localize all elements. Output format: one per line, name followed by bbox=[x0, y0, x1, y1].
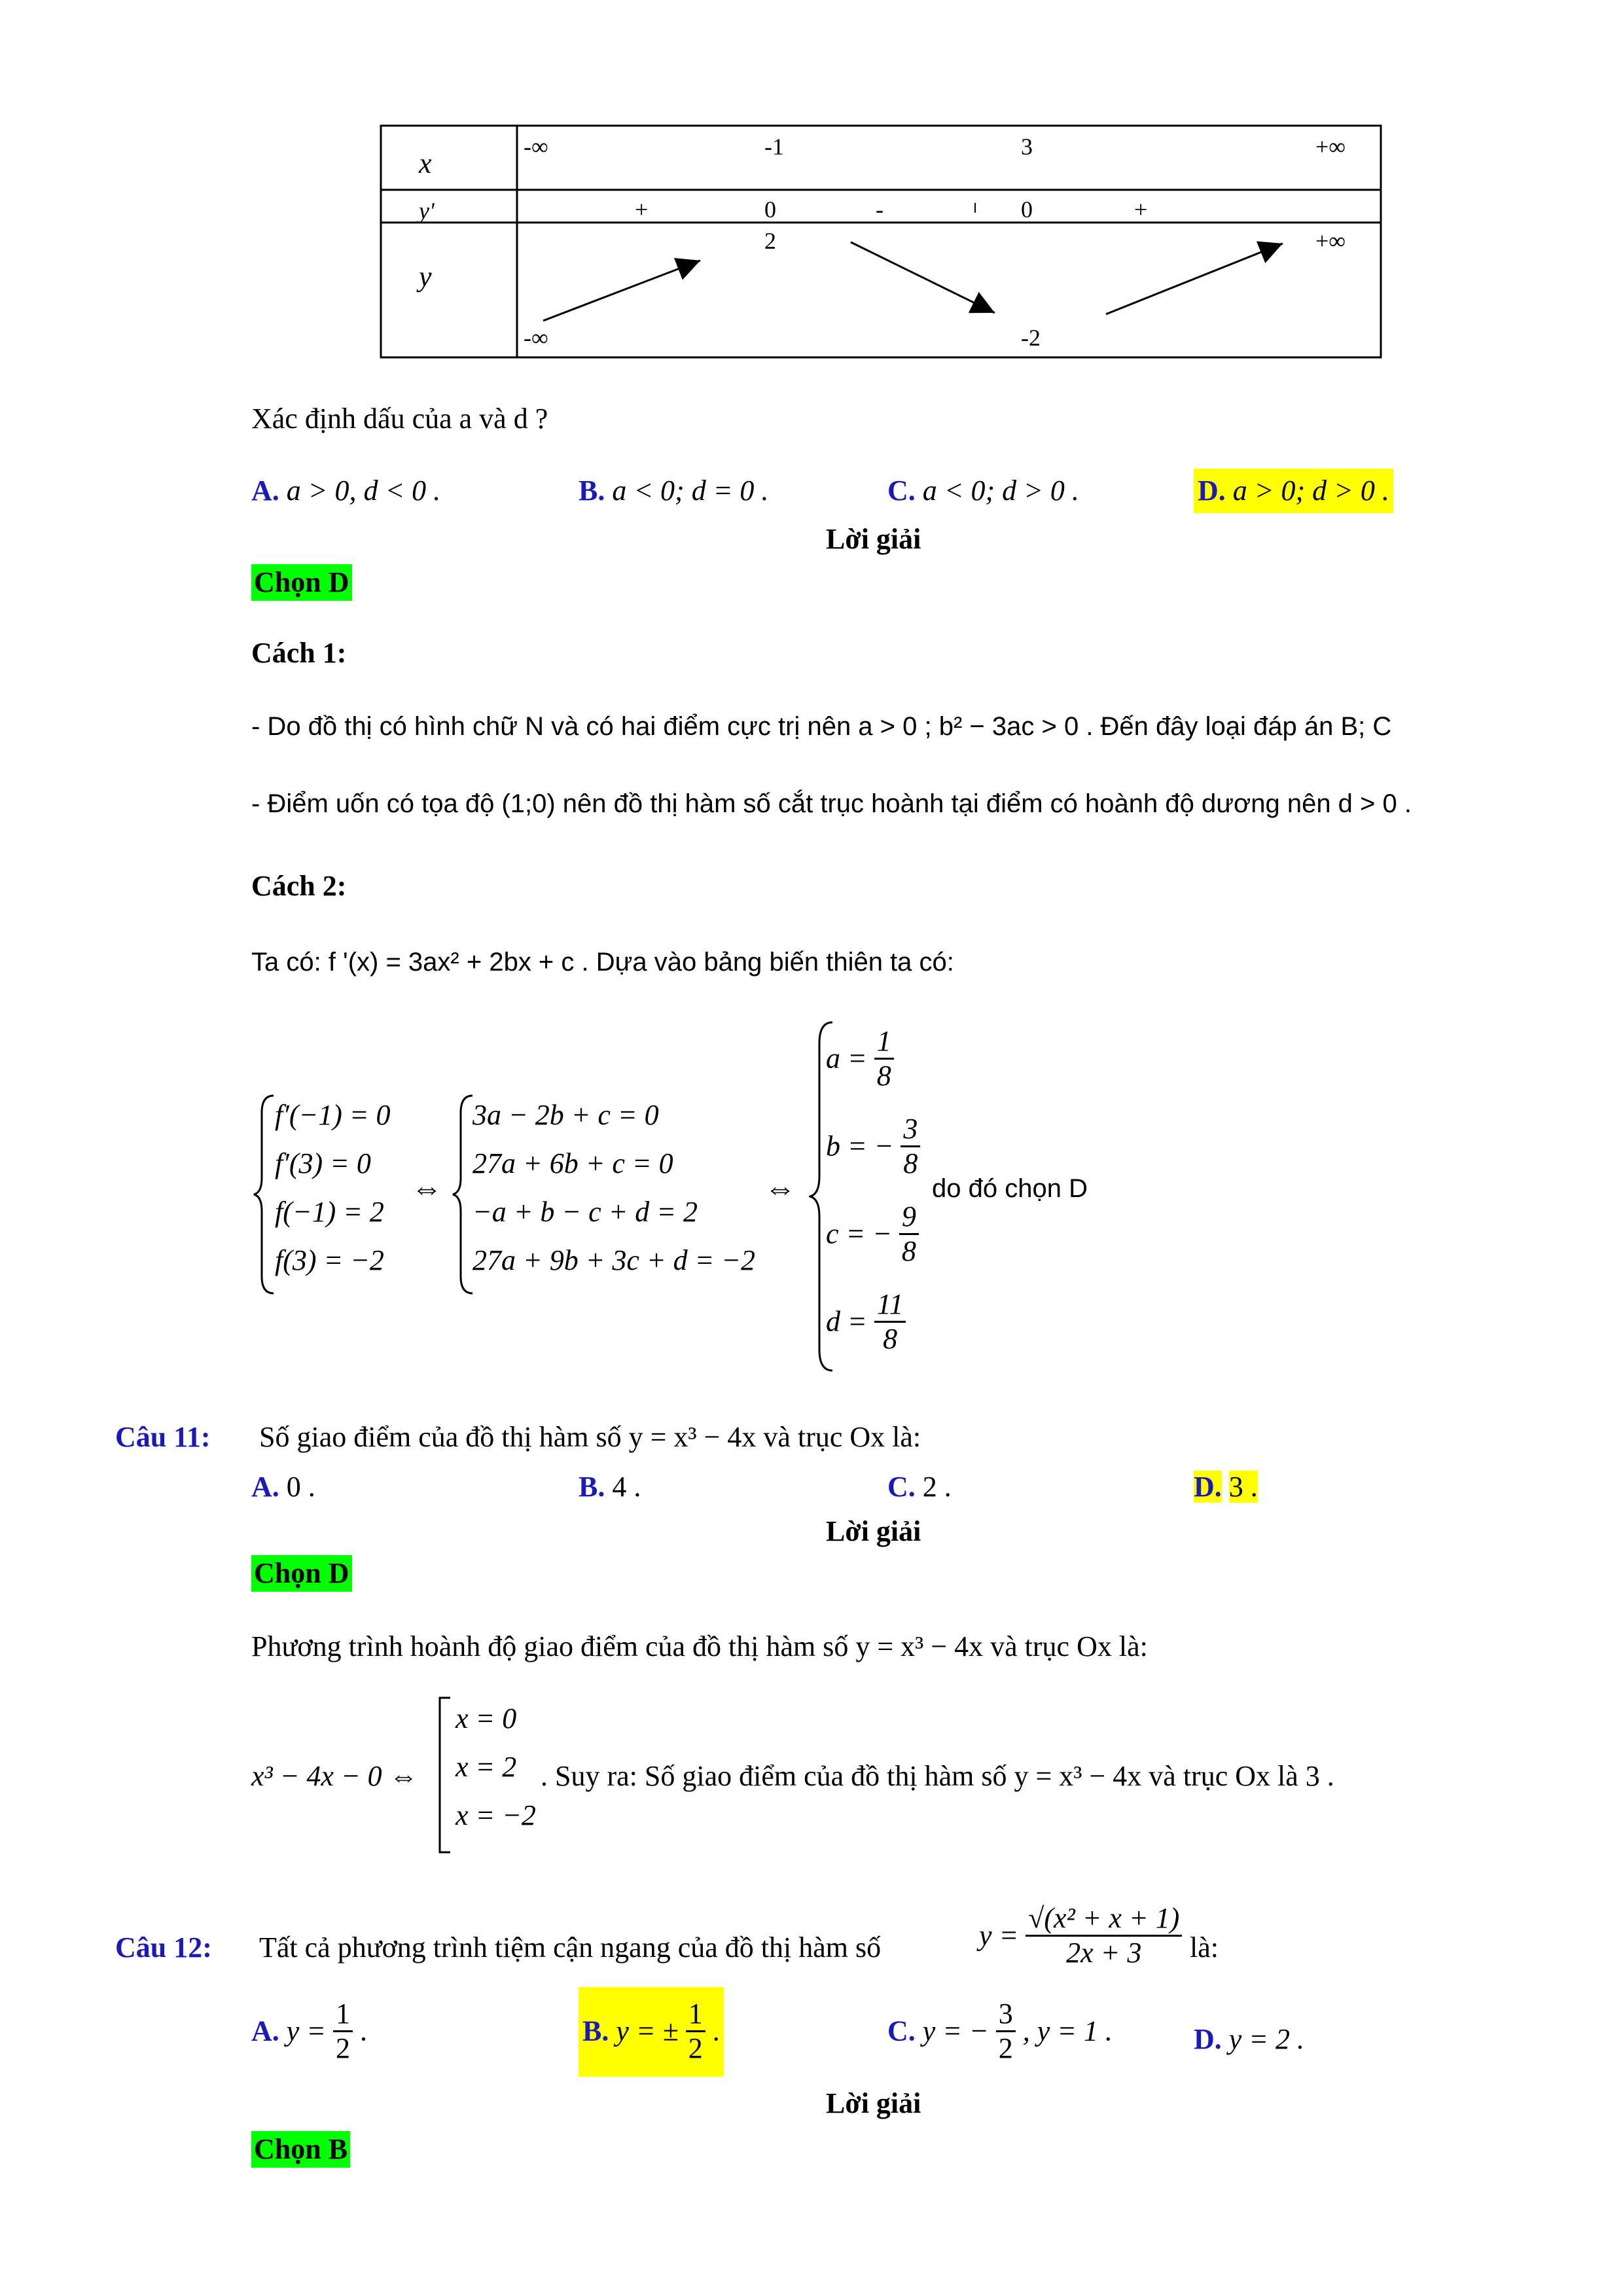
row-label-x: x bbox=[419, 147, 432, 179]
sys-right-b: b = − $\frac{3}{8}$ bbox=[826, 1113, 920, 1180]
q11-option-a: A. 0 . bbox=[251, 1471, 315, 1503]
row-label-y: y bbox=[419, 260, 432, 293]
y-value: +∞ bbox=[1315, 228, 1346, 254]
q10-option-c: C. a < 0; d > 0 . bbox=[887, 475, 1079, 507]
conclusion-text: do đó chọn D bbox=[932, 1174, 1088, 1203]
sign: - bbox=[876, 196, 883, 223]
q11-root: x = −2 bbox=[455, 1799, 536, 1831]
equivalence-symbol: ⇔ bbox=[411, 1171, 442, 1206]
q11-option-c: C. 2 . bbox=[887, 1471, 952, 1503]
q10-option-a: A. a > 0, d < 0 . bbox=[251, 475, 441, 507]
q11-chosen: Chọn D bbox=[251, 1555, 352, 1592]
sys-left-eq: f′(3) = 0 bbox=[275, 1147, 371, 1179]
q12-label: Câu 12: bbox=[115, 1931, 212, 1964]
q10-method1-line2: - Điểm uốn có tọa độ (1;0) nên đồ thị hàm số cắt trục hoành tại điểm có hoành độ dương nên d > 0 . bbox=[251, 789, 1412, 818]
q10-option-b: B. a < 0; d = 0 . bbox=[579, 475, 769, 507]
sign: + bbox=[635, 196, 649, 223]
q11-eq-right: . Suy ra: Số giao điểm của đồ thị hàm số y = x³ − 4x và trục Ox là 3 . bbox=[541, 1760, 1334, 1792]
sys-left-eq: f′(−1) = 0 bbox=[275, 1099, 391, 1131]
sys-left-eq: f(−1) = 2 bbox=[275, 1196, 384, 1228]
sys-left-eq: f(3) = −2 bbox=[275, 1244, 384, 1276]
x-value: -1 bbox=[764, 134, 784, 160]
q12-option-b: B. y = ± $\frac{1}{2}$ . bbox=[579, 1987, 724, 2077]
sys-right-a: a = $\frac{1}{8}$ bbox=[826, 1025, 894, 1092]
row-label-yprime: y' bbox=[419, 198, 435, 224]
q11-line1: Phương trình hoành độ giao điểm của đồ thị hàm số y = x³ − 4x và trục Ox là: bbox=[251, 1630, 1148, 1662]
q10-option-d: D. a > 0; d > 0 . bbox=[1194, 469, 1393, 513]
sys-mid-eq: −a + b − c + d = 2 bbox=[473, 1196, 698, 1228]
x-value: -∞ bbox=[524, 134, 548, 160]
sign: 0 bbox=[1021, 196, 1033, 223]
q10-solution-title: Lời giải bbox=[826, 523, 921, 555]
x-value: +∞ bbox=[1315, 134, 1346, 160]
sys-mid-eq: 3a − 2b + c = 0 bbox=[473, 1099, 659, 1131]
q10-chosen: Chọn D bbox=[251, 564, 352, 601]
sign: 0 bbox=[764, 196, 776, 223]
y-value: -∞ bbox=[524, 325, 548, 351]
y-value: -2 bbox=[1021, 325, 1041, 351]
q11-root: x = 2 bbox=[455, 1751, 517, 1783]
q12-function: y = $\frac{\text{√(x² + x + 1)}}{2x + 3}$ bbox=[979, 1902, 1182, 1969]
q12-chosen: Chọn B bbox=[251, 2131, 350, 2168]
q11-question: Số giao điểm của đồ thị hàm số y = x³ − 4x và trục Ox là: bbox=[259, 1421, 921, 1453]
q10-method1-line1: - Do đồ thị có hình chữ N và có hai điểm cực trị nên a > 0 ; b² − 3ac > 0 . Đến đây loại đáp án B; C bbox=[251, 712, 1392, 741]
q12-option-a: A. y = $\frac{1}{2}$ . bbox=[251, 1998, 368, 2064]
q10-question: Xác định dấu của a và d ? bbox=[251, 403, 548, 435]
sys-right-c: c = − $\frac{9}{8}$ bbox=[826, 1200, 919, 1268]
q10-method2-line: Ta có: f '(x) = 3ax² + 2bx + c . Dựa vào bảng biến thiên ta có: bbox=[251, 948, 954, 977]
q11-eq-left: x³ − 4x − 0 ⇔ bbox=[251, 1760, 418, 1792]
q12-option-d: D. y = 2 . bbox=[1194, 2023, 1305, 2055]
q11-root: x = 0 bbox=[455, 1702, 517, 1734]
decreasing-arrow bbox=[851, 242, 995, 313]
bracket bbox=[437, 1696, 453, 1854]
increasing-arrow-1 bbox=[543, 260, 700, 321]
y-value: 2 bbox=[764, 228, 776, 254]
q12-solution-title: Lời giải bbox=[826, 2087, 921, 2119]
sys-mid-eq: 27a + 9b + 3c + d = −2 bbox=[473, 1244, 755, 1276]
q10-method1-title: Cách 1: bbox=[251, 637, 347, 669]
q11-label: Câu 11: bbox=[115, 1421, 211, 1453]
x-value: 3 bbox=[1021, 134, 1033, 160]
q11-option-d: D. 3 . bbox=[1194, 1471, 1258, 1503]
q12-question: Tất cả phương trình tiệm cận ngang của đồ thị hàm số bbox=[259, 1931, 882, 1964]
q12-option-c: C. y = − $\frac{3}{2}$ , y = 1 . bbox=[887, 1998, 1113, 2064]
sys-mid-eq: 27a + 6b + c = 0 bbox=[473, 1147, 673, 1179]
increasing-arrow-2 bbox=[1106, 243, 1283, 314]
sys-right-d: d = $\frac{11}{8}$ bbox=[826, 1288, 906, 1355]
sign: + bbox=[1134, 196, 1148, 223]
equivalence-symbol: ⇔ bbox=[764, 1171, 796, 1206]
q11-solution-title: Lời giải bbox=[826, 1515, 921, 1547]
q10-method2-title: Cách 2: bbox=[251, 870, 347, 902]
q12-question-end: là: bbox=[1190, 1931, 1219, 1964]
q11-option-b: B. 4 . bbox=[579, 1471, 641, 1503]
